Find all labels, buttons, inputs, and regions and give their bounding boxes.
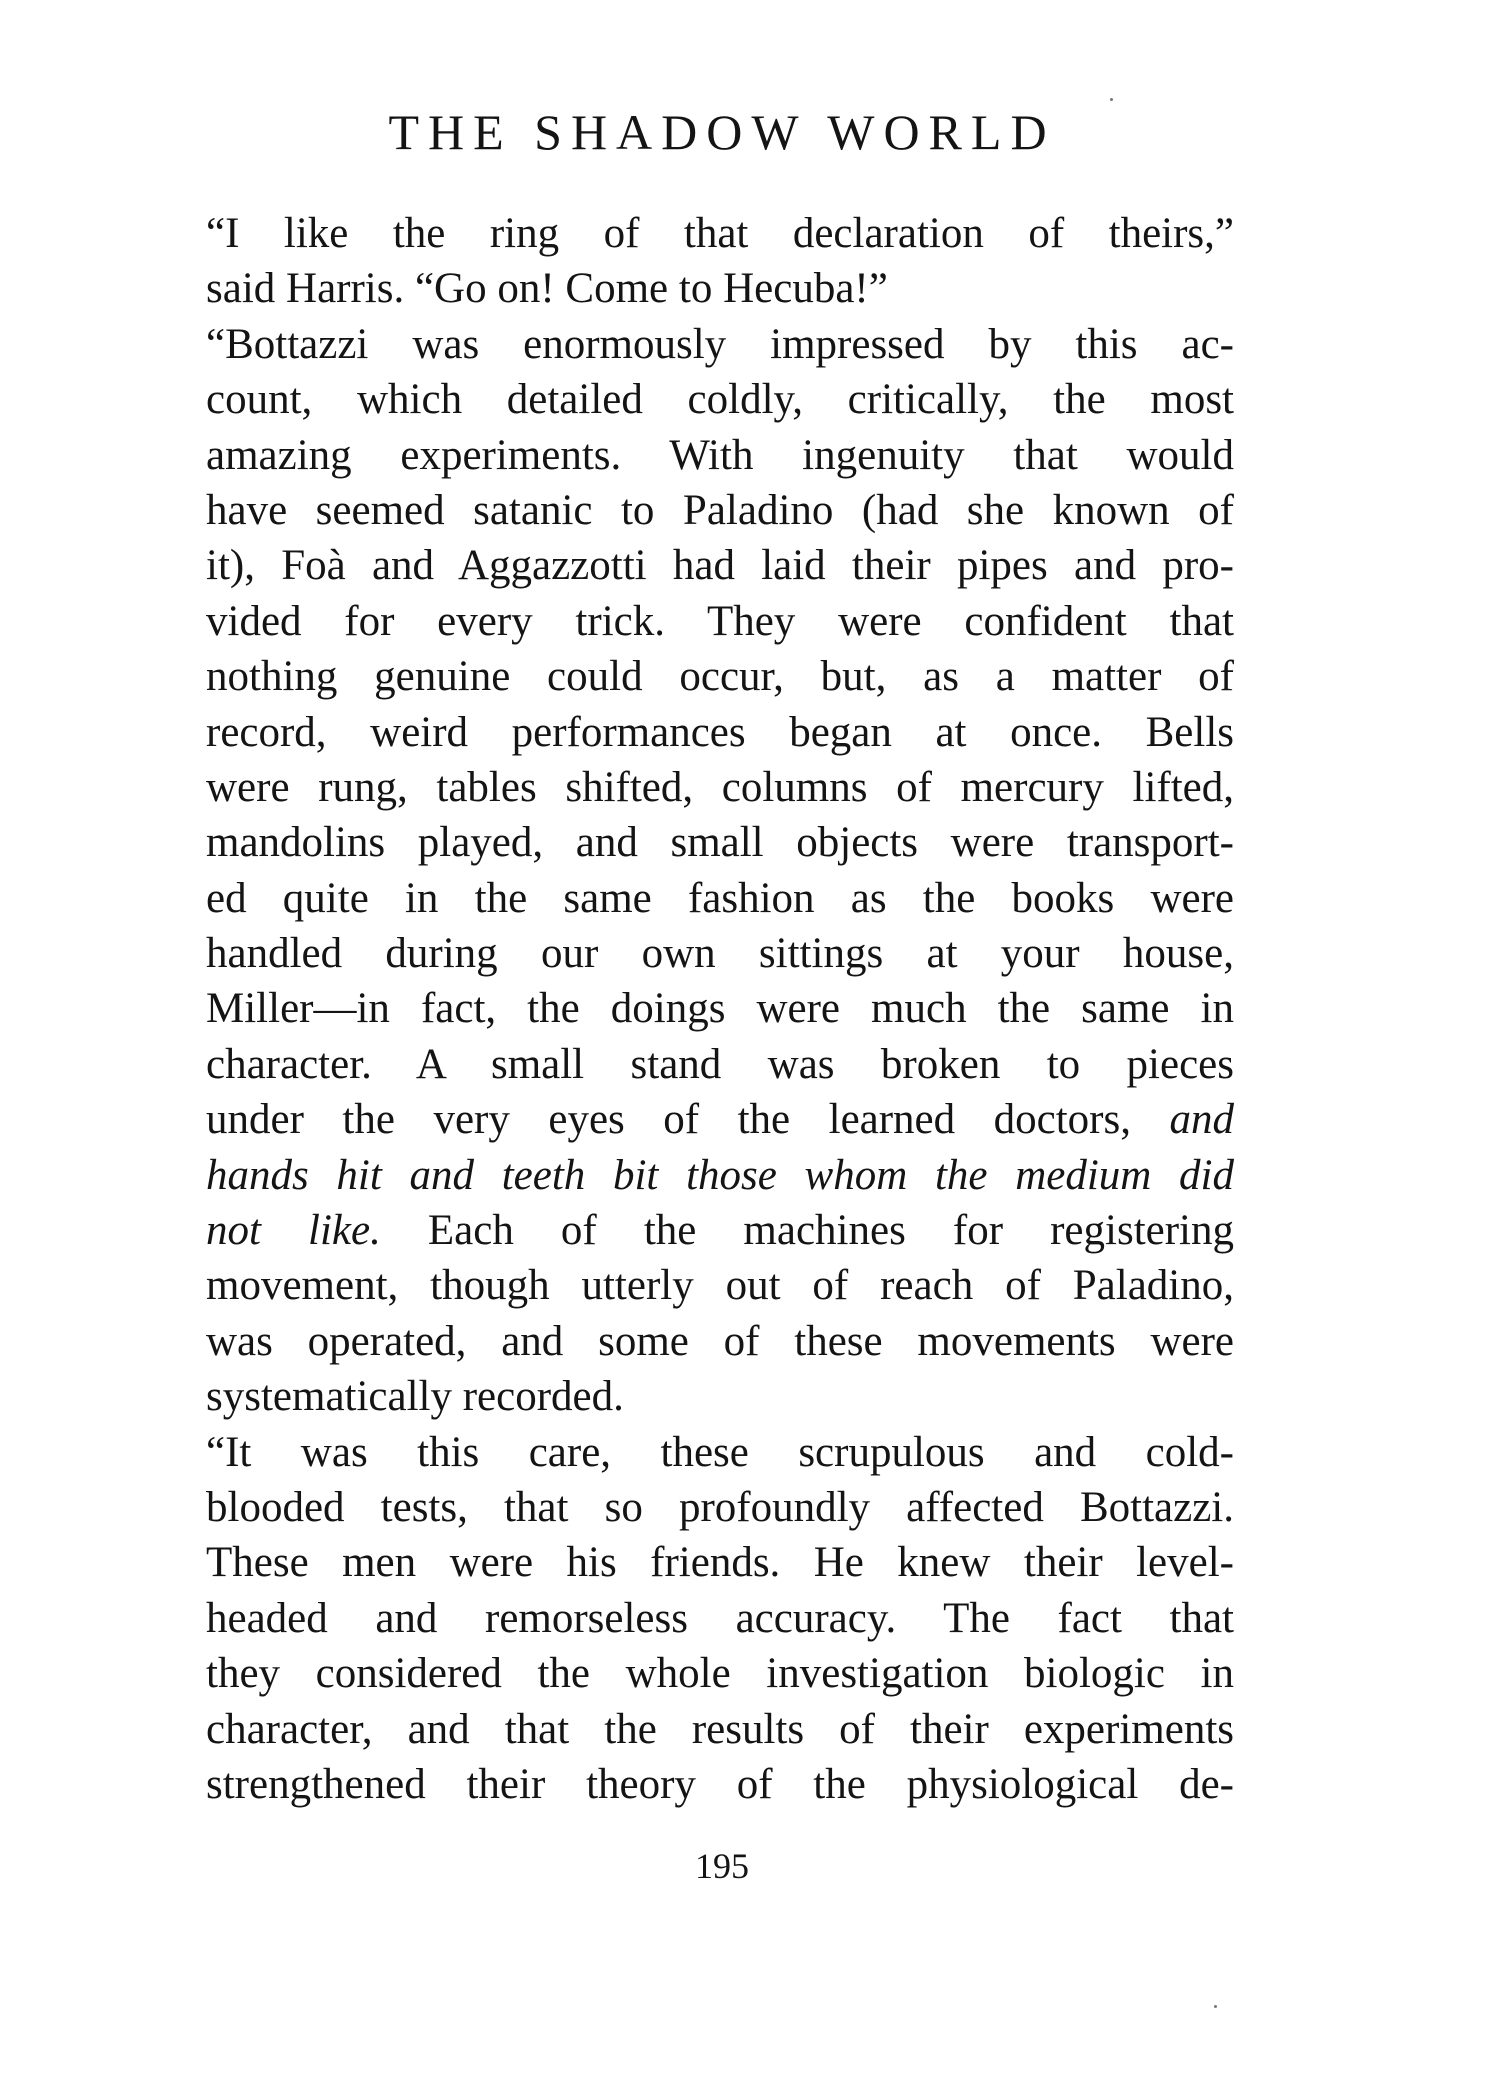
text-line xyxy=(206,372,1234,427)
text-segment: have seemed satanic to Paladino (had she known of xyxy=(206,486,1234,534)
text-line xyxy=(206,538,1234,593)
text-line xyxy=(206,1757,1234,1812)
text-line xyxy=(206,261,1234,316)
text-segment: “Bottazzi was enormously impressed by this ac- xyxy=(206,320,1234,368)
text-segment: count, which detailed coldly, critically, the most xyxy=(206,376,1234,424)
text-line xyxy=(206,871,1234,926)
text-line xyxy=(206,1535,1234,1590)
text-segment: said Harris. “Go on! Come to Hecuba!” xyxy=(206,265,888,313)
text-line xyxy=(206,594,1234,649)
text-line xyxy=(206,1369,1234,1424)
text-segment: “It was this care, these scrupulous and cold- xyxy=(206,1428,1234,1476)
text-segment: Each of the machines for registering xyxy=(380,1207,1234,1255)
text-segment: movement, though utterly out of reach of Paladino, xyxy=(206,1262,1234,1310)
text-segment: strengthened their theory of the physiological de- xyxy=(206,1760,1234,1808)
text-line xyxy=(206,926,1234,981)
text-line xyxy=(206,1702,1234,1757)
text-line xyxy=(206,1092,1234,1147)
italic-text: hands hit and teeth bit those whom the medium did xyxy=(206,1151,1234,1199)
text-segment: under the very eyes of the learned doctors, xyxy=(206,1096,1170,1144)
text-segment: mandolins played, and small objects were transport- xyxy=(206,819,1234,867)
text-line xyxy=(206,1203,1234,1258)
text-segment: blooded tests, that so profoundly affected Bottazzi. xyxy=(206,1483,1234,1531)
text-segment: it), Foà and Aggazzotti had laid their pipes and pro- xyxy=(206,542,1234,590)
text-line xyxy=(206,1148,1234,1203)
text-segment: were rung, tables shifted, columns of mercury lifted, xyxy=(206,763,1234,811)
text-line xyxy=(206,1425,1234,1480)
print-speck xyxy=(1110,98,1113,101)
text-segment: “I like the ring of that declaration of theirs,” xyxy=(206,210,1234,257)
text-segment: was operated, and some of these movements were xyxy=(206,1317,1234,1365)
text-segment: vided for every trick. They were confident that xyxy=(206,597,1234,645)
body-text xyxy=(206,206,1234,1812)
text-segment: character, and that the results of their experiments xyxy=(206,1705,1234,1753)
page-number: 195 xyxy=(695,1846,749,1886)
text-segment: headed and remorseless accuracy. The fact that xyxy=(206,1594,1234,1642)
text-segment: character. A small stand was broken to pieces xyxy=(206,1040,1234,1088)
text-segment: record, weird performances began at once. Bells xyxy=(206,708,1234,756)
text-line xyxy=(206,815,1234,870)
text-line xyxy=(206,1258,1234,1313)
text-line xyxy=(206,649,1234,704)
italic-text: and xyxy=(1169,1096,1234,1144)
text-segment: Miller—in fact, the doings were much the same in xyxy=(206,985,1234,1033)
text-segment: ed quite in the same fashion as the books were xyxy=(206,874,1234,922)
text-line xyxy=(206,1591,1234,1646)
text-line xyxy=(206,1646,1234,1701)
text-line xyxy=(206,1037,1234,1092)
text-line xyxy=(206,317,1234,372)
text-segment: they considered the whole investigation biologic in xyxy=(206,1650,1234,1698)
text-segment: systematically recorded. xyxy=(206,1373,624,1421)
text-line xyxy=(206,981,1234,1036)
text-line xyxy=(206,206,1234,261)
text-line xyxy=(206,1480,1234,1535)
running-head: THE SHADOW WORLD xyxy=(388,104,1056,160)
italic-text: not like. xyxy=(206,1207,381,1255)
text-line xyxy=(206,428,1234,483)
text-segment: These men were his friends. He knew their level- xyxy=(206,1539,1234,1587)
text-line xyxy=(206,1314,1234,1369)
text-line xyxy=(206,760,1234,815)
text-segment: amazing experiments. With ingenuity that would xyxy=(206,431,1234,479)
print-speck xyxy=(1214,2005,1217,2008)
text-line xyxy=(206,483,1234,538)
text-segment: handled during our own sittings at your house, xyxy=(206,930,1234,978)
text-segment: nothing genuine could occur, but, as a matter of xyxy=(206,653,1234,701)
text-line xyxy=(206,705,1234,760)
